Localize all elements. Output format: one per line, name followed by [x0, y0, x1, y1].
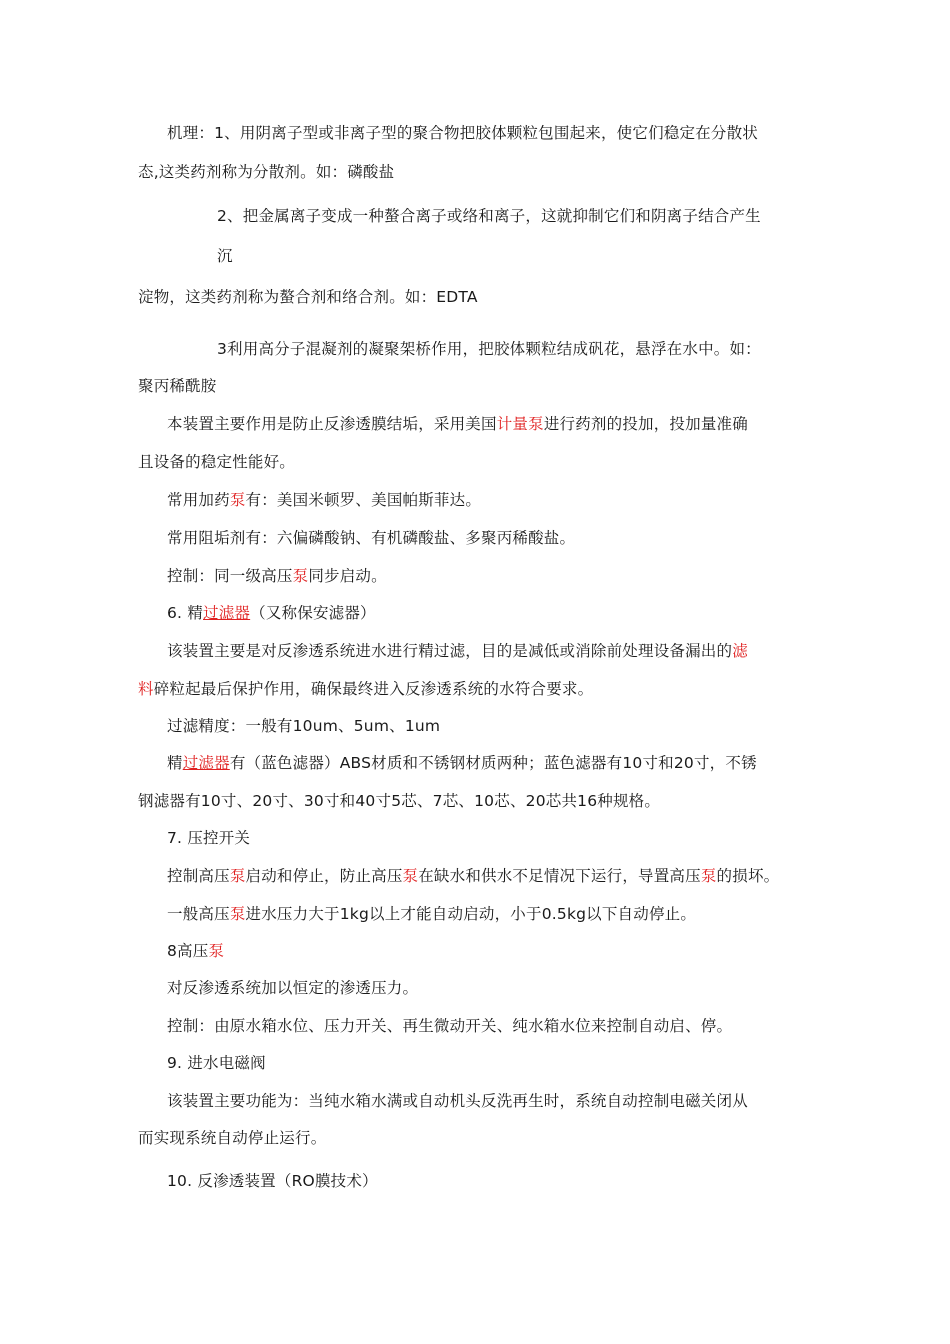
text-span: 启动和停止，防止高压: [245, 867, 403, 885]
filter-link[interactable]: 过滤器: [203, 604, 251, 622]
paragraph-line: 态,这类药剂称为分散剂。如：磷酸盐: [138, 163, 395, 181]
paragraph-line: 3利用高分子混凝剂的凝聚架桥作用，把胶体颗粒结成矾花，悬浮在水中。如：: [217, 340, 761, 358]
paragraph-line: 机理：1、用阴离子型或非离子型的聚合物把胶体颗粒包围起来，使它们稳定在分散状: [167, 124, 758, 142]
text-span: 精: [167, 754, 183, 772]
paragraph-line: 控制：由原水箱水位、压力开关、再生微动开关、纯水箱水位来控制自动启、停。: [167, 1017, 733, 1035]
section-heading: 9. 进水电磁阀: [167, 1054, 266, 1072]
highlight-pump: 泵: [700, 867, 717, 885]
text-span: 一般高压: [167, 905, 230, 923]
text-span: 的损坏。: [716, 867, 780, 885]
paragraph-line: 常用阻垢剂有：六偏磷酸钠、有机磷酸盐、多聚丙稀酸盐。: [167, 529, 576, 547]
section-heading: 10. 反渗透装置（RO膜技术）: [167, 1172, 378, 1190]
highlight-pump: 泵: [292, 567, 309, 585]
highlight-metering-pump: 计量泵: [496, 415, 544, 433]
paragraph-line: 聚丙稀酰胺: [138, 377, 217, 395]
paragraph-line: 且设备的稳定性能好。: [138, 453, 296, 471]
highlight-filter: 料: [138, 680, 154, 698]
highlight-pump: 泵: [229, 491, 246, 509]
highlight-pump: 泵: [229, 905, 246, 923]
text-span: 6. 精: [167, 604, 204, 622]
text-span: 进行药剂的投加，投加量准确: [543, 415, 748, 433]
text-span: 控制：同一级高压: [167, 567, 293, 585]
text-span: 常用加药: [167, 491, 230, 509]
paragraph-line: 2、把金属离子变成一种螯合离子或络和离子，这就抑制它们和阴离子结合产生: [217, 207, 761, 225]
highlight-pump: 泵: [208, 942, 225, 960]
paragraph-line: [167, 566, 387, 586]
text-span: 进水压力大于1kg以上才能自动启动，小于0.5kg以下自动停止。: [245, 905, 697, 923]
text-span: 控制高压: [167, 867, 230, 885]
section-heading: [167, 603, 376, 623]
text-span: 有（蓝色滤器）ABS材质和不锈钢材质两种；蓝色滤器有10寸和20寸，不锈: [229, 754, 757, 772]
text-span: 同步启动。: [308, 567, 387, 585]
paragraph-line: [167, 866, 779, 886]
text-span: 本装置主要作用是防止反渗透膜结垢，采用美国: [167, 415, 497, 433]
paragraph-line: [167, 641, 748, 661]
text-span: 碎粒起最后保护作用，确保最终进入反渗透系统的水符合要求。: [153, 680, 594, 698]
text-span: 有：美国米顿罗、美国帕斯菲达。: [245, 491, 482, 509]
paragraph-line: 对反渗透系统加以恒定的渗透压力。: [167, 979, 419, 997]
highlight-pump: 泵: [402, 867, 419, 885]
paragraph-line: 淀物，这类药剂称为螯合剂和络合剂。如：EDTA: [138, 288, 478, 306]
paragraph-line: [138, 679, 593, 699]
text-span: 在缺水和供水不足情况下运行，导置高压: [418, 867, 701, 885]
paragraph-line: [167, 753, 757, 773]
text-span: （又称保安滤器）: [250, 604, 376, 622]
paragraph-line: [167, 490, 481, 510]
highlight-pump: 泵: [229, 867, 246, 885]
paragraph-line: 钢滤器有10寸、20寸、30寸和40寸5芯、7芯、10芯、20芯共16种规格。: [138, 792, 661, 810]
paragraph-line: 该装置主要功能为：当纯水箱水满或自动机头反洗再生时，系统自动控制电磁关闭从: [167, 1092, 748, 1110]
section-heading: 7. 压控开关: [167, 829, 251, 847]
paragraph-line: 而实现系统自动停止运行。: [138, 1129, 327, 1147]
paragraph-line: [167, 414, 748, 434]
paragraph-line: 过滤精度：一般有10um、5um、1um: [167, 717, 441, 735]
section-heading: [167, 941, 224, 961]
filter-link[interactable]: 过滤器: [182, 754, 230, 772]
text-span: 该装置主要是对反渗透系统进水进行精过滤，目的是减低或消除前处理设备漏出的: [167, 642, 733, 660]
paragraph-line: [167, 904, 696, 924]
highlight-filter: 滤: [732, 642, 748, 660]
text-span: 8高压: [167, 942, 209, 960]
paragraph-line: 沉: [217, 247, 233, 265]
